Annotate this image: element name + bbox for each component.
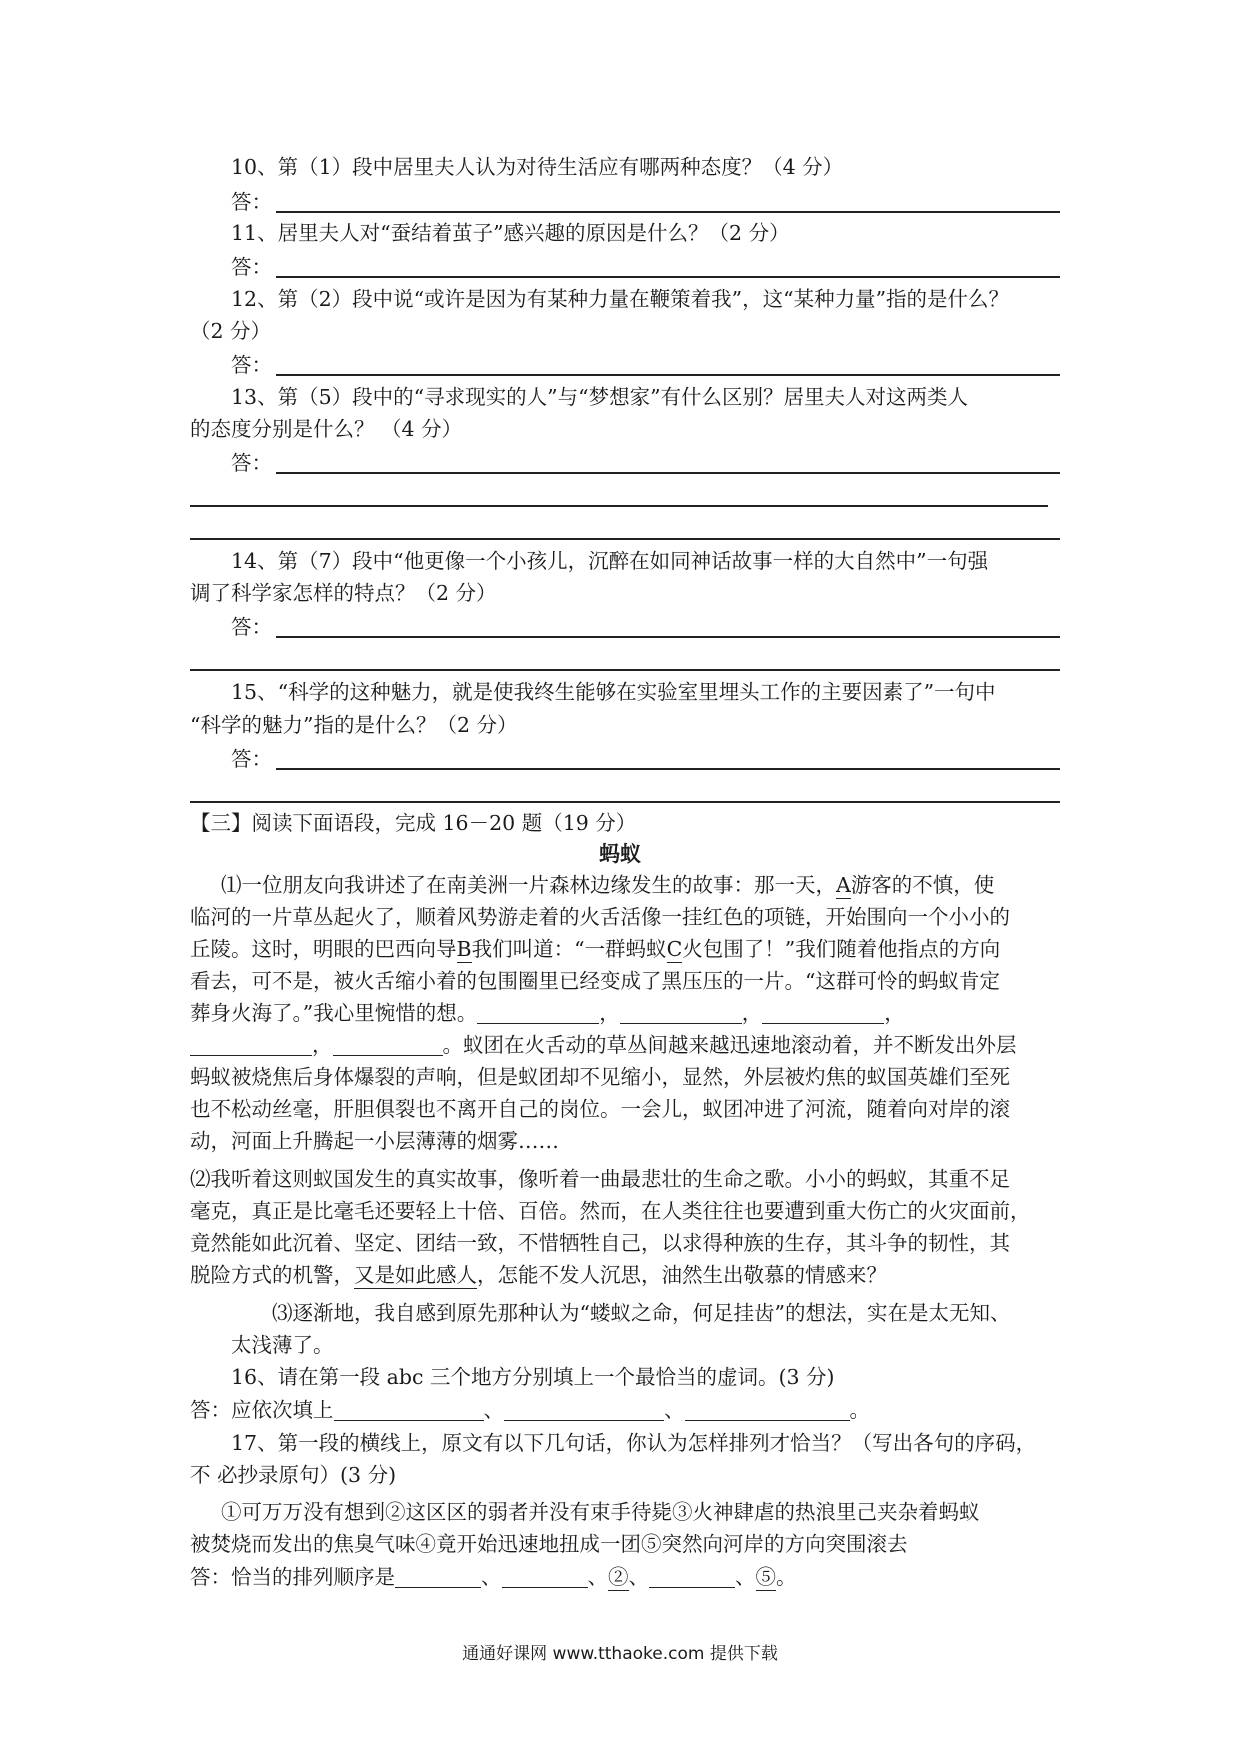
- question-12-line1: 12、第（2）段中说“或许是因为有某种力量在鞭策着我”，这“某种力量”指的是什么？: [231, 287, 1010, 311]
- p1-line6-text: 。蚁团在火舌动的草丛间越来越迅速地滚动着，并不断发出外层: [442, 1033, 1017, 1057]
- sep: ，: [312, 1033, 333, 1057]
- sep: 、: [628, 1565, 649, 1589]
- answer-line-13a[interactable]: [276, 472, 1060, 474]
- answer-16-blank-a[interactable]: [334, 1398, 484, 1421]
- answer-label-14: 答：: [231, 615, 272, 639]
- p2-line3: 竟然能如此沉着、坚定、团结一致，不惜牺牲自己，以求得种族的生存，其斗争的韧性，其: [190, 1231, 1010, 1255]
- p1-line1: [221, 870, 994, 900]
- answer-17-fixed-5: ⑤: [755, 1565, 776, 1589]
- sentence-blank-5[interactable]: [333, 1033, 443, 1056]
- sentence-blank-2[interactable]: [620, 1001, 742, 1024]
- question-14-line1: 14、第（7）段中“他更像一个小孩儿，沉醉在如同神话故事一样的大自然中”一句强: [231, 549, 989, 573]
- p1-line3-text-a: 丘陵。这时，明眼的巴西向导: [190, 937, 457, 961]
- sentence-blank-4[interactable]: [190, 1033, 312, 1056]
- p3-line2: 太浅薄了。: [231, 1333, 334, 1357]
- answer-16: [190, 1395, 870, 1425]
- p1-line3-text-c: 火包围了！”我们随着他指点的方向: [682, 937, 1001, 961]
- answer-line-13b[interactable]: [190, 505, 1048, 507]
- answer-line-15a[interactable]: [276, 768, 1060, 770]
- sep: 、: [483, 1398, 504, 1422]
- answer-17-blank-3[interactable]: [649, 1565, 735, 1588]
- p1-line2: 临河的一片草丛起火了，顺着风势游走着的火舌活像一挂红色的项链，开始围向一个小小的: [190, 905, 1010, 929]
- p1-line3: [190, 934, 1000, 964]
- question-15-line2: “科学的魅力”指的是什么？（2 分）: [190, 713, 518, 737]
- p1-line1-text-b: 游客的不慎，使: [850, 873, 995, 897]
- p2-line2: 毫克，真正是比毫毛还要轻上十倍、百倍。然而，在人类往往也要遭到重大伤亡的火灾面前，: [190, 1199, 1031, 1223]
- sentence-blank-1[interactable]: [477, 1001, 599, 1024]
- answer-label-10: 答：: [231, 190, 272, 214]
- answer-17-blank-1[interactable]: [395, 1565, 481, 1588]
- blank-mark-b[interactable]: B: [456, 937, 472, 961]
- section-3-header: 【三】阅读下面语段，完成 16－20 题（19 分）: [190, 811, 637, 835]
- answer-17: [190, 1562, 797, 1592]
- question-17-options-2: 被焚烧而发出的焦臭气味④竟开始迅速地扭成一团⑤突然向河岸的方向突围滚去: [190, 1532, 908, 1556]
- sep: 、: [481, 1565, 502, 1589]
- p2-line4: [190, 1260, 887, 1290]
- period: 。: [849, 1398, 870, 1422]
- underlined-phrase: 又是如此感人: [354, 1263, 477, 1287]
- sep: 、: [587, 1565, 608, 1589]
- p3-line1: ⑶逐渐地，我自感到原先那种认为“蝼蚁之命，何足挂齿”的想法，实在是太无知、: [272, 1301, 1011, 1325]
- question-12-line2: （2 分）: [190, 319, 272, 343]
- question-15-line1: 15、“科学的这种魅力，就是使我终生能够在实验室里埋头工作的主要因素了”一句中: [231, 680, 996, 704]
- question-14-line2: 调了科学家怎样的特点？（2 分）: [190, 581, 497, 605]
- answer-label-15: 答：: [231, 747, 272, 771]
- sentence-blank-3[interactable]: [762, 1001, 884, 1024]
- question-13-line2: 的态度分别是什么？ （4 分）: [190, 417, 463, 441]
- answer-17-fixed-2: ②: [608, 1565, 629, 1589]
- period: 。: [776, 1565, 797, 1589]
- question-17-line1: 17、第一段的横线上，原文有以下几句话，你认为怎样排列才恰当？（写出各句的序码，: [231, 1431, 1037, 1455]
- page-footer: 通通好课网 www.tthaoke.com 提供下载: [462, 1644, 778, 1664]
- question-17-options-1: ①可万万没有想到②这区区的弱者并没有束手待毙③火神肆虐的热浪里己夹杂着蚂蚁: [221, 1500, 980, 1524]
- p2-line4-text-b: ，怎能不发人沉思，油然生出敬慕的情感来？: [477, 1263, 887, 1287]
- answer-label-12: 答：: [231, 353, 272, 377]
- answer-line-15b[interactable]: [190, 801, 1060, 803]
- p1-line9: 动，河面上升腾起一小层薄薄的烟雾……: [190, 1129, 559, 1153]
- sep: ，: [741, 1001, 763, 1025]
- sep: ，: [599, 1001, 620, 1025]
- answer-16-blank-b[interactable]: [504, 1398, 664, 1421]
- answer-16-prefix: 答：应依次填上: [190, 1398, 334, 1422]
- answer-line-10[interactable]: [276, 211, 1060, 213]
- question-17-line2: 不 必抄录原句）(3 分): [190, 1463, 397, 1487]
- p2-line1: ⑵我听着这则蚁国发生的真实故事，像听着一曲最悲壮的生命之歌。小小的蚂蚁，其重不足: [190, 1167, 1010, 1191]
- answer-line-12[interactable]: [276, 374, 1060, 376]
- sep: 、: [735, 1565, 756, 1589]
- question-11: 11、居里夫人对“蚕结着茧子”感兴趣的原因是什么？（2 分）: [231, 221, 790, 245]
- question-16: 16、请在第一段 abc 三个地方分别填上一个最恰当的虚词。(3 分): [231, 1365, 835, 1389]
- blank-mark-a[interactable]: A: [836, 873, 851, 897]
- answer-label-13: 答：: [231, 451, 272, 475]
- answer-17-blank-2[interactable]: [502, 1565, 588, 1588]
- p1-line4: 看去，可不是，被火舌缩小着的包围圈里已经变成了黑压压的一片。“这群可怜的蚂蚁肯定: [190, 969, 1000, 993]
- answer-line-11[interactable]: [276, 276, 1060, 278]
- sep: 、: [664, 1398, 685, 1422]
- answer-line-14a[interactable]: [276, 636, 1060, 638]
- p1-line3-text-b: 我们叫道：“一群蚂蚁: [471, 937, 667, 961]
- answer-16-blank-c[interactable]: [685, 1398, 850, 1421]
- p1-line5-text: 葬身火海了。”我心里惋惜的想。: [190, 1001, 478, 1025]
- p1-line5: [190, 998, 905, 1028]
- sep: ，: [884, 1001, 905, 1025]
- passage-title: 蚂蚁: [599, 841, 641, 866]
- p1-line1-text-a: ⑴一位朋友向我讲述了在南美洲一片森林边缘发生的故事：那一天，: [221, 873, 836, 897]
- p1-line6: [190, 1030, 1017, 1060]
- p1-line7: 蚂蚁被烧焦后身体爆裂的声响，但是蚁团却不见缩小，显然，外层被灼焦的蚁国英雄们至死: [190, 1065, 1010, 1089]
- blank-mark-c[interactable]: C: [666, 937, 683, 961]
- answer-label-11: 答：: [231, 255, 272, 279]
- p1-line8: 也不松动丝毫，肝胆俱裂也不离开自己的岗位。一会儿，蚁团冲进了河流，随着向对岸的滚: [190, 1097, 1010, 1121]
- answer-line-13c[interactable]: [190, 538, 1060, 540]
- p2-line4-text-a: 脱险方式的机警，: [190, 1263, 354, 1287]
- answer-line-14b[interactable]: [190, 669, 1060, 671]
- question-10: 10、第（1）段中居里夫人认为对待生活应有哪两种态度？（4 分）: [231, 155, 844, 179]
- question-13-line1: 13、第（5）段中的“寻求现实的人”与“梦想家”有什么区别？居里夫人对这两类人: [231, 385, 969, 409]
- answer-17-prefix: 答：恰当的排列顺序是: [190, 1565, 395, 1589]
